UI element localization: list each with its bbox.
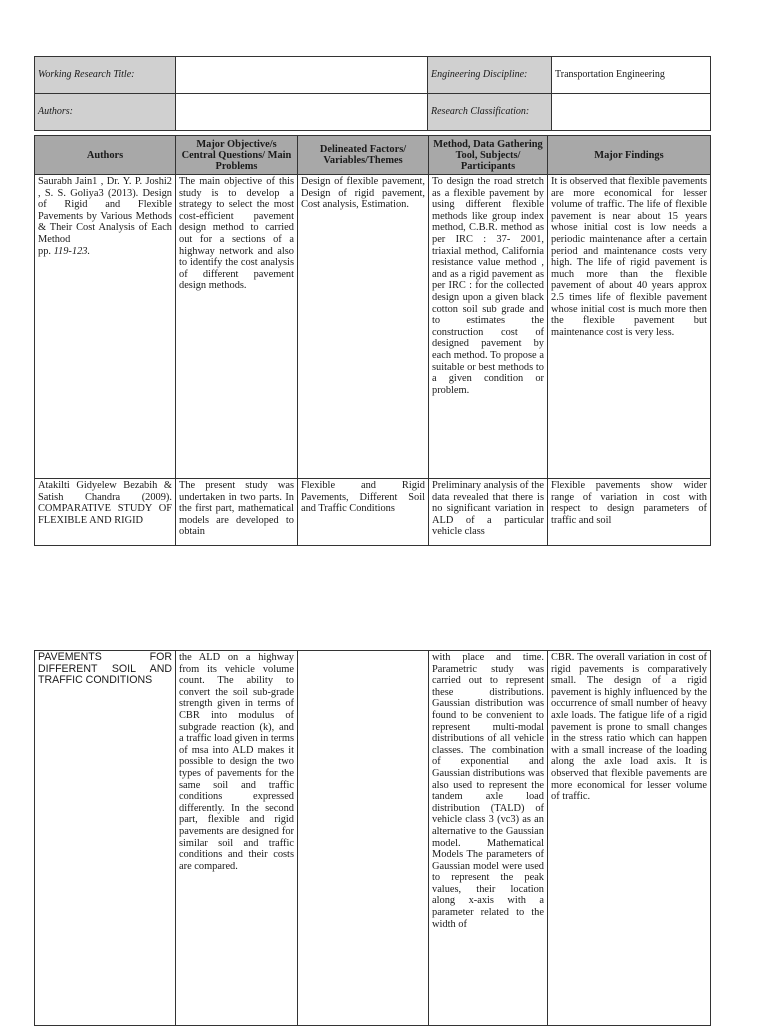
cell-objective: the ALD on a highway from its vehicle volume count. The ability to convert the soil sub-grade strength given in terms of CBR into modulus of subgrade reaction (k), and a traffic load given in terms of msa into ALD makes it possible to design the two types of pavements for the same soil and traffic conditions expressed differently. In the second part, flexible and rigid pavements are designed for similar soil and traffic conditions and their costs are compared. (176, 651, 298, 1026)
info-row-authors (35, 94, 711, 131)
research-title-label: Working Research Title: (35, 57, 176, 94)
pages-range: 119-123. (53, 245, 91, 257)
cell-method: Preliminary analysis of the data revealed that there is no significant variation in ALD of a particular vehicle class (429, 479, 548, 546)
authors-value (176, 94, 428, 131)
info-row-title (35, 57, 711, 94)
table-row (35, 175, 711, 479)
literature-review-table-continued (34, 650, 711, 1026)
cell-objective: The main objective of this study is to develop a strategy to select the most cost-efficient pavement design method to carried out for a sections of a highway network and also to identify the cost analysis of different pavement design methods. (176, 175, 298, 479)
cell-objective: The present study was undertaken in two parts. In the first part, mathematical models are developed to obtain (176, 479, 298, 546)
table-row (35, 651, 711, 1026)
cell-findings: It is observed that flexible pavements are more economical for lesser volume of traffic. The life of flexible pavement is near about 15 years whose initial cost is low needs a periodic maintenance after a certain period and maintenance costs very high. The life of rigid pavement is much more than the flexible pavement of about 40 years approx 2.5 times life of flexible pavement whose initial cost is much more then the flexible pavement but maintenance cost is very less. (548, 175, 711, 479)
table-row (35, 479, 711, 546)
cell-findings: Flexible pavements show wider range of variation in cost with respect to design parameters of traffic and soil (548, 479, 711, 546)
research-title-value (176, 57, 428, 94)
discipline-value: Transportation Engineering (552, 57, 711, 94)
research-info-table (34, 56, 711, 131)
discipline-label: Engineering Discipline: (428, 57, 552, 94)
cell-findings: CBR. The overall variation in cost of rigid pavements is comparatively small. The design of a rigid pavement is highly influenced by the occurrence of small number of heavy axle loads. The fatigue life of a rigid pavement is prone to small changes in the stress ratio which can happen with a small increase of the loading along the axle load axis. It is observed that flexible pavements are more economical for lesser volume of traffic. (548, 651, 711, 1026)
literature-review-table (34, 135, 711, 546)
authors-citation: Saurabh Jain1 , Dr. Y. P. Joshi2 , S. S. Goliya3 (2013). Design of Rigid and Flexible Pavements by Various Methods & Their Cost Analysis of Each Method (38, 176, 172, 245)
classification-value (552, 94, 711, 131)
cell-method: To design the road stretch as a flexible pavement by using different flexible methods like group index method, C.B.R. method as per IRC : 37- 2001, triaxial method, California resistance value method , and as a rigid pavement as per IRC : for the collected design upon a given black cotton soil sub grade and to estimates the construction cost of designed pavement by each method. To propose a suitable or best methods to a given condition or problem. (429, 175, 548, 479)
cell-authors: Atakilti Gidyelew Bezabih & Satish Chandra (2009). COMPARATIVE STUDY OF FLEXIBLE AND RIGID (35, 479, 176, 546)
header-objectives: Major Objective/s Central Questions/ Main Problems (176, 136, 298, 175)
pages-prefix: pp. (38, 245, 51, 257)
cell-method: with place and time. Parametric study was carried out to represent these distributions. Gaussian distribution was found to be convenient to represent multi-modal distributions of all vehicle classes. The combination of exponential and Gaussian distributions was also used to represent the tandem axle load distribution (TALD) of vehicle class 3 (vc3) as an alternative to the Gaussian model. Mathematical Models The parameters of Gaussian model were used to represent the peak values, their location along x-axis with a parameter related to the width of (429, 651, 548, 1026)
header-factors: Delineated Factors/ Variables/Themes (298, 136, 429, 175)
cell-authors: PAVEMENTS FOR DIFFERENT SOIL AND TRAFFIC CONDITIONS (35, 651, 176, 1026)
header-findings: Major Findings (548, 136, 711, 175)
header-authors: Authors (35, 136, 176, 175)
table-header-row (35, 136, 711, 175)
classification-label: Research Classification: (428, 94, 552, 131)
authors-label: Authors: (35, 94, 176, 131)
header-method: Method, Data Gathering Tool, Subjects/ Participants (429, 136, 548, 175)
cell-authors (35, 175, 176, 479)
cell-factors: Flexible and Rigid Pavements, Different Soil and Traffic Conditions (298, 479, 429, 546)
cell-factors: Design of flexible pavement, Design of rigid pavement, Cost analysis, Estimation. (298, 175, 429, 479)
cell-factors (298, 651, 429, 1026)
